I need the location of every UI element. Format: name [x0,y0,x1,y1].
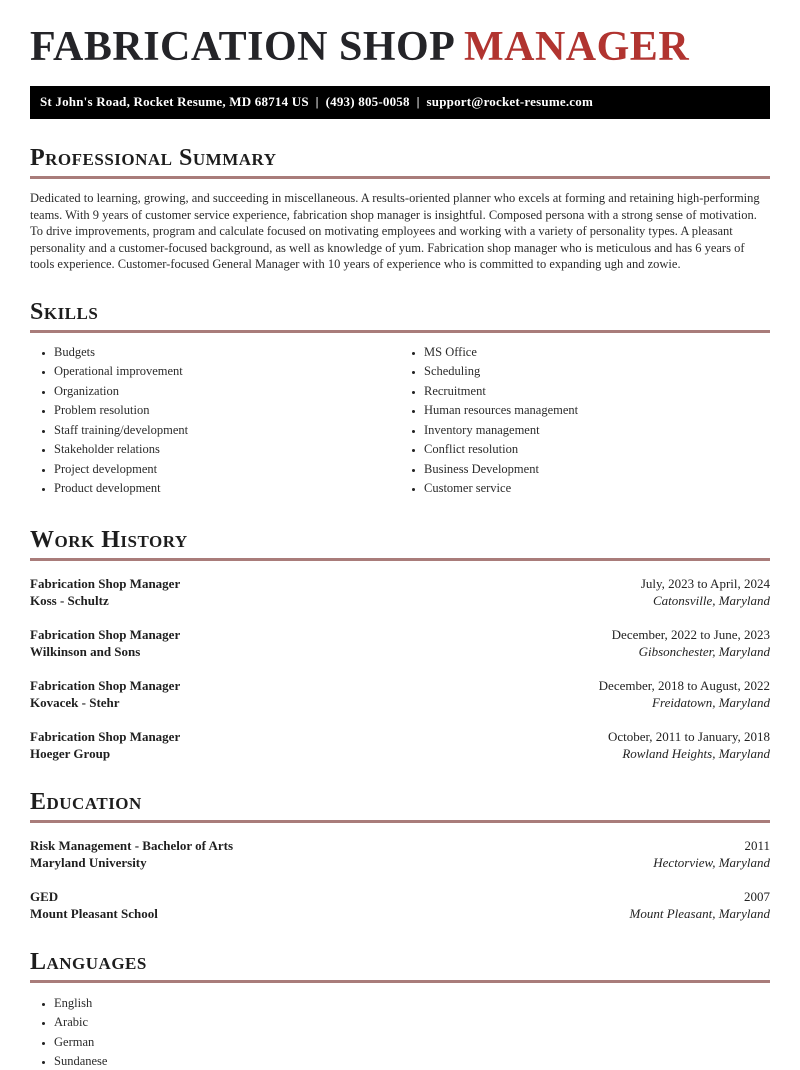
job-entry-left [30,677,180,712]
job-company: Kovacek - Stehr [30,695,120,710]
language-item: • Sundanese [54,1054,770,1069]
job-entry-right [612,626,770,661]
skill-item: • MS Office [424,345,770,360]
job-entry [30,677,770,712]
skill-item: • Conflict resolution [424,442,770,457]
job-dates: July, 2023 to April, 2024 [640,575,770,591]
skill-item: • Inventory management [424,423,770,438]
skill-item: • Stakeholder relations [54,442,400,457]
skill-item: • Operational improvement [54,364,400,379]
section-skills [30,299,770,501]
language-item: • German [54,1035,770,1050]
education-location: Hectorview, Maryland [653,855,770,870]
skills-heading: Skills [30,299,770,333]
job-entry-right [608,728,770,763]
job-location: Rowland Heights, Maryland [622,746,770,761]
skill-item: • Human resources management [424,403,770,418]
job-entry-right [641,575,770,610]
skill-item: • Business Development [424,462,770,477]
job-company: Koss - Schultz [30,593,109,608]
education-year: 2011 [744,837,770,853]
job-dates: October, 2011 to January, 2018 [607,728,770,744]
work-history-heading: Work History [30,527,770,561]
job-company: Wilkinson and Sons [30,644,141,659]
education-school: Mount Pleasant School [30,906,158,921]
languages-list [30,996,770,1070]
skill-item: • Customer service [424,481,770,496]
skill-item: • Scheduling [424,364,770,379]
job-entry [30,626,770,661]
job-title: Fabrication Shop Manager [30,626,181,642]
skill-item: • Organization [54,384,400,399]
language-item: • Arabic [54,1015,770,1030]
job-title: Fabrication Shop Manager [30,677,181,693]
education-entry-right [630,888,770,923]
job-title: Fabrication Shop Manager [30,728,181,744]
skill-item: • Budgets [54,345,400,360]
skills-columns [30,345,770,501]
title-main: FABRICATION SHOP [30,24,453,70]
contact-line: St John's Road, Rocket Resume, MD 68714 US | (493) 805-0058 | support@rocket-resume.com [40,94,593,109]
skills-column-left [30,345,400,501]
jobs-list [30,575,770,763]
education-heading: Education [30,789,770,823]
skill-item: • Staff training/development [54,423,400,438]
skills-column-right [400,345,770,501]
education-degree: GED [30,888,59,904]
education-location: Mount Pleasant, Maryland [629,906,770,921]
contact-bar [30,86,770,119]
skill-item: • Recruitment [424,384,770,399]
education-entry-left [30,837,233,872]
job-title: Fabrication Shop Manager [30,575,181,591]
section-education [30,789,770,923]
skill-item: • Product development [54,481,400,496]
summary-heading: Professional Summary [30,145,770,179]
education-degree: Risk Management - Bachelor of Arts [30,837,234,853]
education-list [30,837,770,923]
job-entry-left [30,728,180,763]
education-entry [30,837,770,872]
job-location: Catonsville, Maryland [653,593,770,608]
summary-text: Dedicated to learning, growing, and succeeding in miscellaneous. A results-oriented planner who excels at forming and retaining high-performing teams. With 9 years of customer service experience, fabrication shop manager is insightful. Composed persona with a strong sense of motivation. To drive improvements, program and calculate focused on motivating employees and working with a variety of personality types. A pleasant personality and a customer-focused background, as well as knowledge of yum. Fabrication shop manager who is meticulous and has 6 years of tools experience. Customer-focused General Manager with 10 years of experience who is committed to expanding ugh and zowie. [30,191,760,271]
job-dates: December, 2022 to June, 2023 [611,626,770,642]
skill-item: • Project development [54,462,400,477]
section-professional-summary [30,145,770,273]
section-work-history [30,527,770,763]
title-accent: MANAGER [464,24,690,70]
job-company: Hoeger Group [30,746,111,761]
education-entry [30,888,770,923]
page-title [30,24,770,70]
education-entry-left [30,888,158,923]
language-item: • English [54,996,770,1011]
education-entry-right [653,837,770,872]
education-school: Maryland University [30,855,147,870]
job-entry-left [30,626,180,661]
job-entry-left [30,575,180,610]
section-languages [30,949,770,1070]
job-entry [30,575,770,610]
job-entry [30,728,770,763]
education-year: 2007 [744,888,770,904]
skill-item: • Problem resolution [54,403,400,418]
job-dates: December, 2018 to August, 2022 [598,677,770,693]
job-location: Freidatown, Maryland [652,695,770,710]
languages-heading: Languages [30,949,770,983]
job-entry-right [599,677,770,712]
job-location: Gibsonchester, Maryland [638,644,770,659]
